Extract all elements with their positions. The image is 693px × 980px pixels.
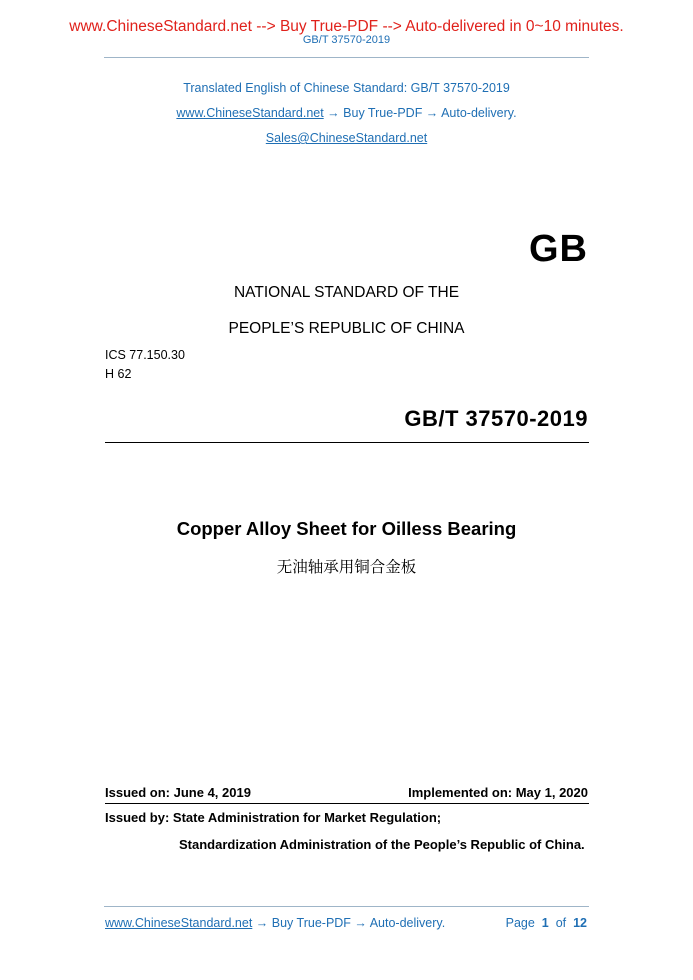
issued-on-date: Issued on: June 4, 2019 xyxy=(105,785,251,800)
page-number: 1 xyxy=(541,916,549,930)
issue-rule xyxy=(105,803,589,804)
implemented-on-date: Implemented on: May 1, 2020 xyxy=(408,785,588,800)
delivery-line xyxy=(0,106,693,120)
document-title-en: Copper Alloy Sheet for Oilless Bearing xyxy=(176,518,517,539)
issued-by-second: Standardization Administration of the People’s Republic of China. xyxy=(179,837,585,852)
footer-website-link[interactable]: www.ChineseStandard.net xyxy=(105,916,253,930)
standard-number: GB/T 37570-2019 xyxy=(404,406,588,431)
sales-email-link[interactable]: Sales@ChineseStandard.net xyxy=(265,131,428,145)
footer-delivery xyxy=(105,916,445,930)
page-total: 12 xyxy=(573,916,587,930)
issued-by: Issued by: State Administration for Market Regulation; xyxy=(105,810,442,825)
national-standard-line1: NATIONAL STANDARD OF THE xyxy=(233,284,460,301)
footer-rule xyxy=(104,906,589,907)
footer-delivery-text: → Buy True-PDF → Auto-delivery. xyxy=(252,916,446,930)
delivery-text: → Buy True-PDF → Auto-delivery. xyxy=(323,106,517,120)
ccs-code: H 62 xyxy=(105,367,132,381)
website-link[interactable]: www.ChineseStandard.net xyxy=(176,106,324,120)
document-title-zh: 无油轴承用铜合金板 xyxy=(276,559,417,576)
page-indicator xyxy=(506,916,587,930)
page-label: Page xyxy=(505,916,535,930)
of-label: of xyxy=(555,916,567,930)
national-standard-line2: PEOPLE’S REPUBLIC OF CHINA xyxy=(228,320,465,337)
title-rule xyxy=(105,442,589,443)
ics-code: ICS 77.150.30 xyxy=(105,348,185,362)
sales-line xyxy=(0,131,693,145)
header-rule xyxy=(104,57,589,58)
promo-banner[interactable]: www.ChineseStandard.net --> Buy True-PDF --> Auto-delivered in 0~10 minutes. xyxy=(69,18,624,35)
running-header: GB/T 37570-2019 xyxy=(302,34,391,46)
gb-mark: GB xyxy=(529,228,588,270)
translation-note: Translated English of Chinese Standard: GB/T 37570-2019 xyxy=(183,81,510,95)
